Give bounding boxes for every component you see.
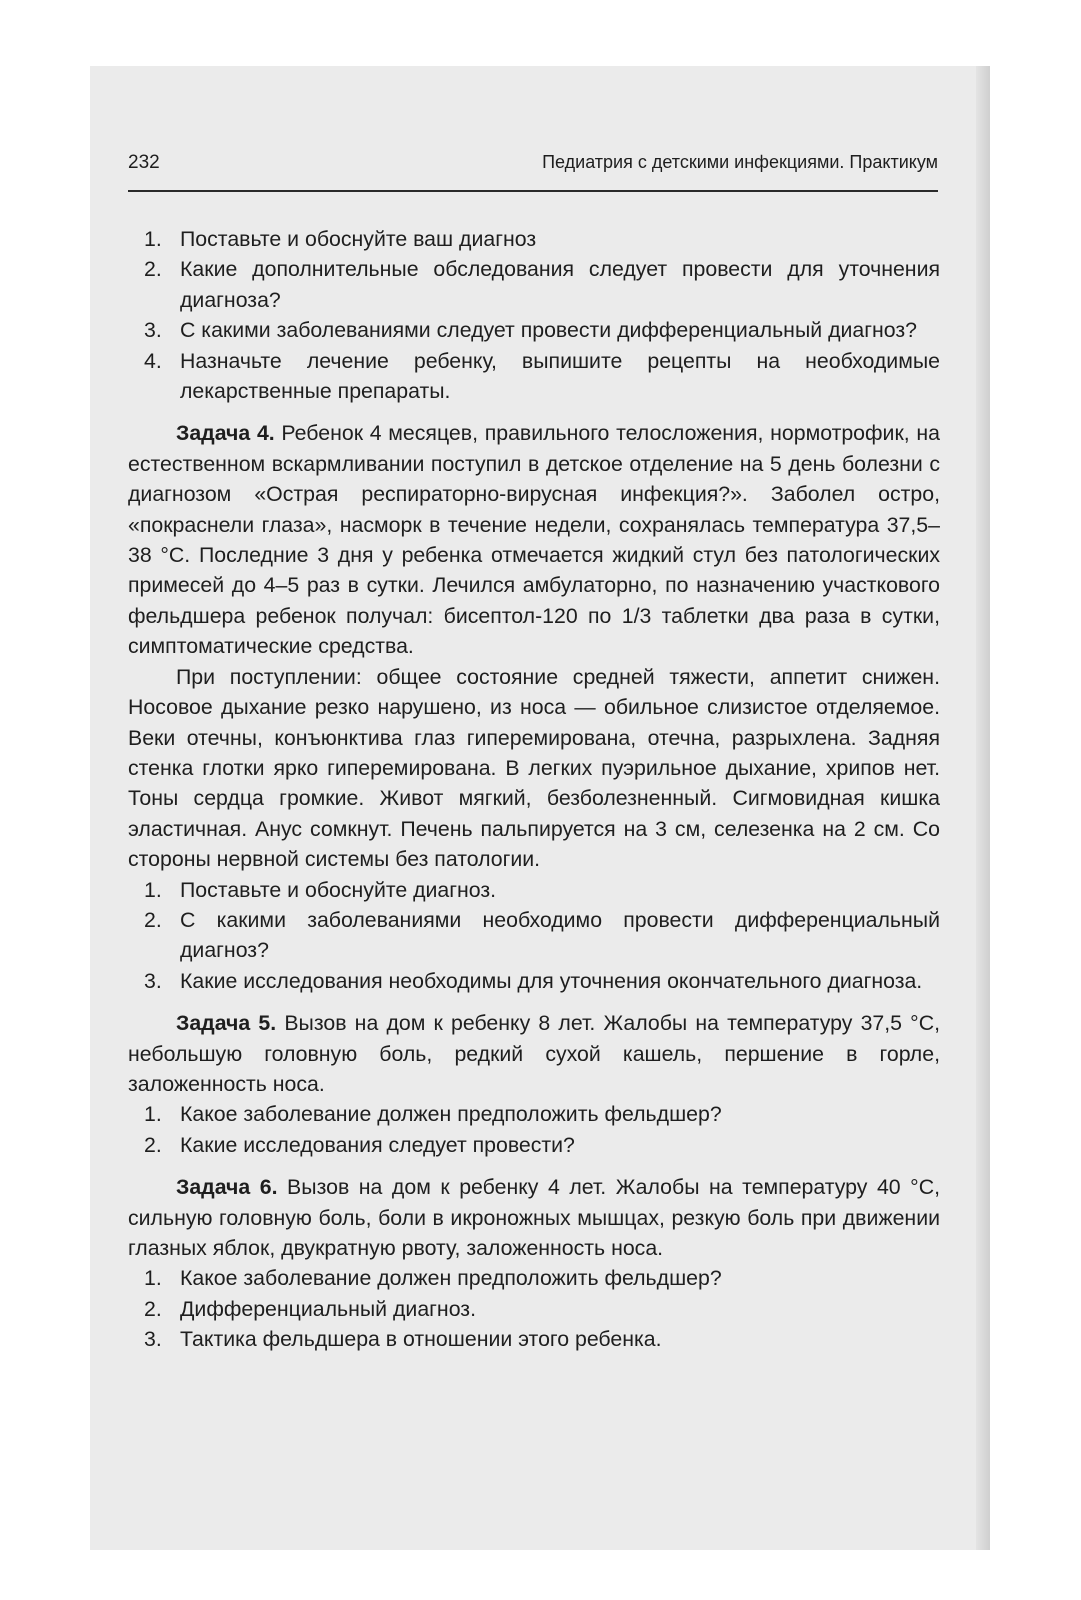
task-5-label: Задача 5. xyxy=(176,1011,277,1036)
header-rule xyxy=(128,190,938,192)
task-4-questions xyxy=(128,875,940,997)
list-item: 2. Какие дополнительные обследования следует провести для уточнения диагноза? xyxy=(144,257,940,312)
task-4-paragraph: Задача 4. Ребенок 4 месяцев, правильного телосложения, нормотрофик, на естественном вскармливании поступил в детское отделение на 5 день болезни с диагнозом «Острая респираторно-вирусная инфекция?». Заболел остро, «покраснели глаза», насморк в течение недели, сохранялась температура 37,5–38 °С. Последние 3 дня у ребенка отмечается жидкий стул без патологических примесей до 4–5 раз в сутки. Лечился амбулаторно, по назначению участкового фельдшера ребенок получал: бисептол-120 по 1/3 таблетки два раза в сутки, симптоматические средства. xyxy=(128,421,940,659)
list-item: 4. Назначьте лечение ребенку, выпишите рецепты на необходимые лекарственные препараты. xyxy=(144,348,940,404)
page-edge-shadow xyxy=(976,66,990,1550)
list-item: 1. Какое заболевание должен предположить фельдшер? xyxy=(144,1102,722,1127)
list-item: 3. Какие исследования необходимы для уточнения окончательного диагноза. xyxy=(144,968,923,993)
page-number: 232 xyxy=(128,152,160,173)
task-5-questions xyxy=(128,1099,940,1160)
running-head: Педиатрия с детскими инфекциями. Практикум xyxy=(542,152,938,172)
intro-questions xyxy=(128,224,940,406)
list-item: 1. Какое заболевание должен предположить фельдшер? xyxy=(144,1266,722,1291)
list-item: 1. Поставьте и обоснуйте ваш диагноз xyxy=(144,227,537,251)
list-item: 2. С какими заболеваниями необходимо провести дифференциальный диагноз? xyxy=(144,907,940,963)
task-4-admission-paragraph: При поступлении: общее состояние средней тяжести, аппетит снижен. Носовое дыхание резко нарушено, из носа — обильное слизистое отделяемое. Веки отечны, конъюнктива глаз гиперемирована, отечна, разрыхлена. Задняя стенка глотки ярко гиперемирована. В легких пуэрильное дыхание, хрипов нет. Тоны сердца громкие. Живот мягкий, безболезненный. Сигмовидная кишка эластичная. Анус сомкнут. Печень пальпируется на 3 см, селезенка на 2 см. Со стороны нервной системы без патологии. xyxy=(128,664,940,872)
task-6-questions xyxy=(128,1263,940,1354)
task-6-paragraph: Задача 6. Вызов на дом к ребенку 4 лет. Жалобы на температуру 40 °С, сильную головную боль, боли в икроножных мышцах, резкую боль при движении глазных яблок, двукратную рвоту, заложенность носа. xyxy=(128,1175,940,1260)
task-6-label: Задача 6. xyxy=(176,1175,278,1200)
task-4-label: Задача 4. xyxy=(176,421,275,446)
task-5-paragraph: Задача 5. Вызов на дом к ребенку 8 лет. Жалобы на температуру 37,5 °С, небольшую головную боль, редкий сухой кашель, першение в горле, заложенность носа. xyxy=(128,1011,940,1096)
list-item: 2. Какие исследования следует провести? xyxy=(144,1132,575,1157)
list-item: 1. Поставьте и обоснуйте диагноз. xyxy=(144,877,497,902)
list-item: 3. Тактика фельдшера в отношении этого ребенка. xyxy=(144,1327,662,1352)
list-item: 3. С какими заболеваниями следует провести дифференциальный диагноз? xyxy=(144,318,917,343)
list-item: 2. Дифференциальный диагноз. xyxy=(144,1296,476,1321)
page-body xyxy=(128,224,940,1355)
page-header xyxy=(128,152,938,182)
